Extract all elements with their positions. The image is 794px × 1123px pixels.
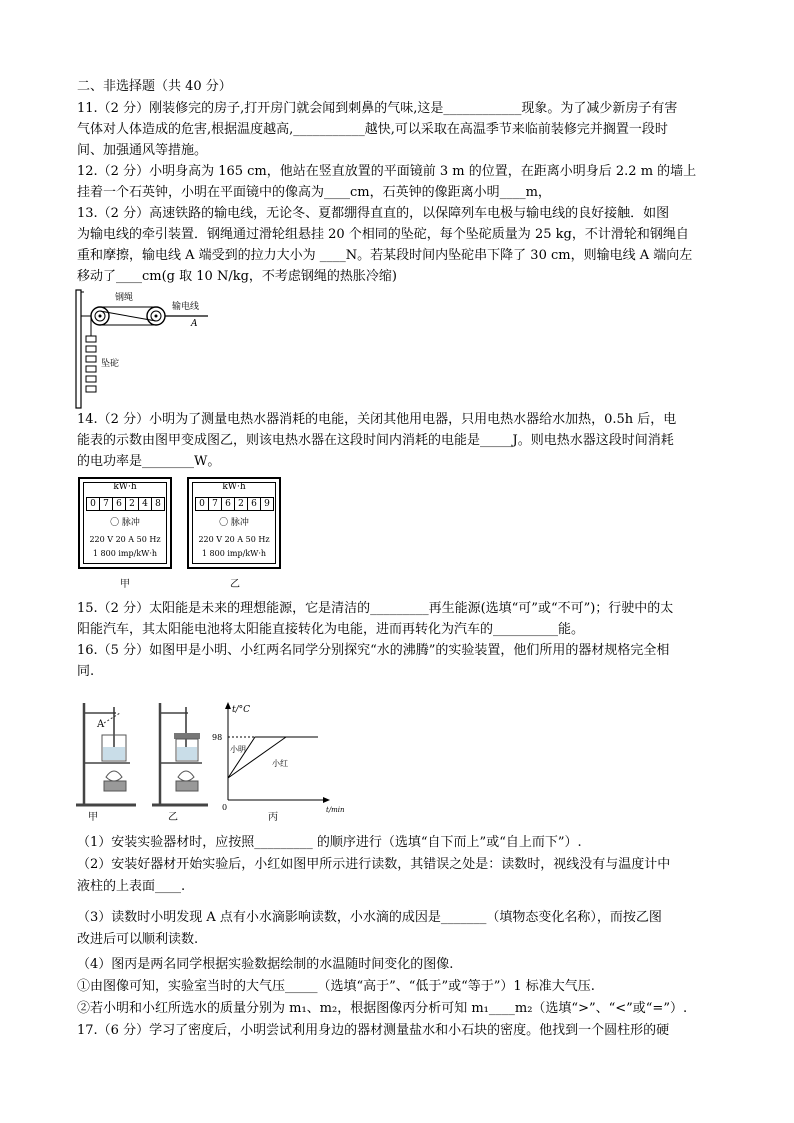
digit: 6 — [247, 497, 261, 511]
meter-yi-caption: 乙 — [230, 579, 240, 590]
q11-line3: 间、加强通风等措施。 — [77, 143, 208, 158]
y-axis-label: t/°C — [232, 705, 251, 715]
weights-label: 坠砣 — [101, 359, 120, 369]
digit: 0 — [195, 497, 209, 511]
meter-yi-pulse: 〇 脉冲 — [219, 518, 249, 528]
q11-line2: 气体对人体造成的危害,根据温度越高,___________越快,可以采取在高温季节来临前装修完并搁置一段时 — [77, 122, 668, 137]
q16-part2-line2: 液柱的上表面____. — [77, 879, 186, 894]
origin-label: 0 — [222, 803, 228, 812]
q14-line2: 能表的示数由图甲变成图乙，则该电热水器在这段时间内消耗的电能是_____J。则电热水器这段时间消耗 — [77, 433, 674, 448]
digit: 6 — [221, 497, 235, 511]
q12-line1: 12.（2 分）小明身高为 165 cm，他站在竖直放置的平面镜前 3 m 的位置，在距离小明身后 2.2 m 的墙上 — [77, 164, 697, 179]
meter-jia-pulse: 〇 脉冲 — [110, 518, 140, 528]
meter-yi-spec1: 220 V 20 A 50 Hz — [198, 535, 270, 544]
meter-jia — [78, 477, 172, 569]
digit: 0 — [86, 497, 100, 511]
q16-part4-a: ①由图像可知，实验室当时的大气压_____（选填“高于”、“低于”或“等于”）1 标准大气压. — [77, 979, 595, 994]
q12-line2: 挂着一个石英钟，小明在平面镜中的像高为____cm，石英钟的像距离小明____m， — [77, 185, 551, 200]
point-a-label: A — [97, 719, 105, 730]
digit: 7 — [99, 497, 113, 511]
q11-line1: 11.（2 分）刚装修完的房子,打开房门就会闻到刺鼻的气味,这是____________现象。为了减少新房子有害 — [77, 101, 678, 116]
pulley-figure — [72, 288, 212, 410]
q13-line1: 13.（2 分）高速铁路的输电线，无论冬、夏都绷得直直的，以保障列车电极与输电线的良好接触．如图 — [77, 206, 670, 221]
q15-line2: 阳能汽车，其太阳能电池将太阳能直接转化为电能，进而再转化为汽车的__________能。 — [77, 622, 585, 637]
apparatus-jia-caption: 甲 — [88, 812, 98, 823]
digit: 9 — [260, 497, 274, 511]
meter-jia-caption: 甲 — [120, 579, 130, 590]
digit: 7 — [208, 497, 222, 511]
chart-bing-caption: 丙 — [268, 812, 278, 822]
q14-line3: 的电功率是________W。 — [77, 454, 221, 469]
q16-part2-line1: （2）安装好器材开始实验后，小红如图甲所示进行读数，其错误之处是：读数时，视线没有与温度计中 — [77, 857, 671, 872]
digit: 8 — [151, 497, 165, 511]
digit: 2 — [125, 497, 139, 511]
q13-line4: 移动了____cm(g 取 10 N/kg，不考虑钢绳的热胀冷缩) — [77, 269, 397, 284]
y-axis-arrow — [225, 702, 231, 709]
x-axis-arrow — [323, 797, 330, 803]
q16-part4: （4）图丙是两名同学根据实验数据绘制的水温随时间变化的图像. — [77, 957, 454, 972]
x-axis-label: t/min — [326, 806, 345, 814]
q13-line2: 为输电线的牵引装置．钢绳通过滑轮组悬挂 20 个相同的坠砣，每个坠砣质量为 25 kg，不计滑轮和钢绳自 — [77, 227, 689, 242]
digit: 6 — [112, 497, 126, 511]
meter-yi-spec2: 1 800 imp/kW·h — [201, 549, 267, 558]
series-xiaohong-line — [228, 737, 286, 778]
q16-part3-line1: （3）读数时小明发现 A 点有小水滴影响读数，小水滴的成因是_______（填物态变化名称），而按乙图 — [77, 910, 662, 925]
q17-line1: 17.（6 分）学习了密度后，小明尝试利用身边的器材测量盐水和小石块的密度。他找到一个圆柱形的硬 — [77, 1023, 670, 1038]
q14-line1: 14.（2 分）小明为了测量电热水器消耗的电能，关闭其他用电器，只用电热水器给水加热，0.5h 后，电 — [77, 412, 677, 427]
rope-label: 钢绳 — [115, 293, 134, 303]
apparatus-yi-caption: 乙 — [168, 812, 178, 823]
meter-yi — [187, 477, 281, 569]
meter-yi-digits — [195, 497, 273, 511]
q13-line3: 重和摩擦，输电线 A 端受到的拉力大小为 ____N。若某段时间内坠砣串下降了 30 cm，则输电线 A 端向左 — [77, 248, 693, 263]
end-a-label: A — [191, 319, 198, 329]
digit: 2 — [234, 497, 248, 511]
meter-jia-unit: kW·h — [113, 482, 137, 492]
meter-yi-unit: kW·h — [222, 482, 246, 492]
q16-line2: 同. — [77, 664, 95, 679]
meter-jia-spec2: 1 800 imp/kW·h — [92, 549, 158, 558]
tick-98-label: 98 — [212, 733, 223, 742]
boiling-apparatus-figure — [76, 693, 216, 823]
temperature-time-chart — [208, 700, 348, 822]
meter-jia-spec1: 220 V 20 A 50 Hz — [89, 535, 161, 544]
q16-part1: （1）安装实验器材时，应按照_________ 的顺序进行（选填“自下而上”或“自上而下”）. — [77, 835, 582, 850]
series-xiaoming-line — [228, 737, 318, 778]
q16-part4-b: ②若小明和小红所选水的质量分别为 m₁、m₂，根据图像丙分析可知 m₁____m₂（选填“>”、“<”或“=”）. — [77, 1001, 688, 1016]
q15-line1: 15.（2 分）太阳能是未来的理想能源，它是清洁的_________再生能源(选填“可”或“不可”)；行驶中的太 — [77, 601, 674, 616]
section-heading: 二、非选择题（共 40 分） — [77, 79, 232, 94]
meter-jia-digits — [86, 497, 164, 511]
digit: 4 — [138, 497, 152, 511]
series-xiaoming-label: 小明 — [230, 745, 246, 754]
q16-part3-line2: 改进后可以顺利读数. — [77, 932, 199, 947]
q16-line1: 16.（5 分）如图甲是小明、小红两名同学分别探究“水的沸腾”的实验装置，他们所用的器材规格完全相 — [77, 643, 670, 658]
wire-label: 输电线 — [172, 302, 200, 312]
series-xiaohong-label: 小红 — [272, 759, 288, 768]
